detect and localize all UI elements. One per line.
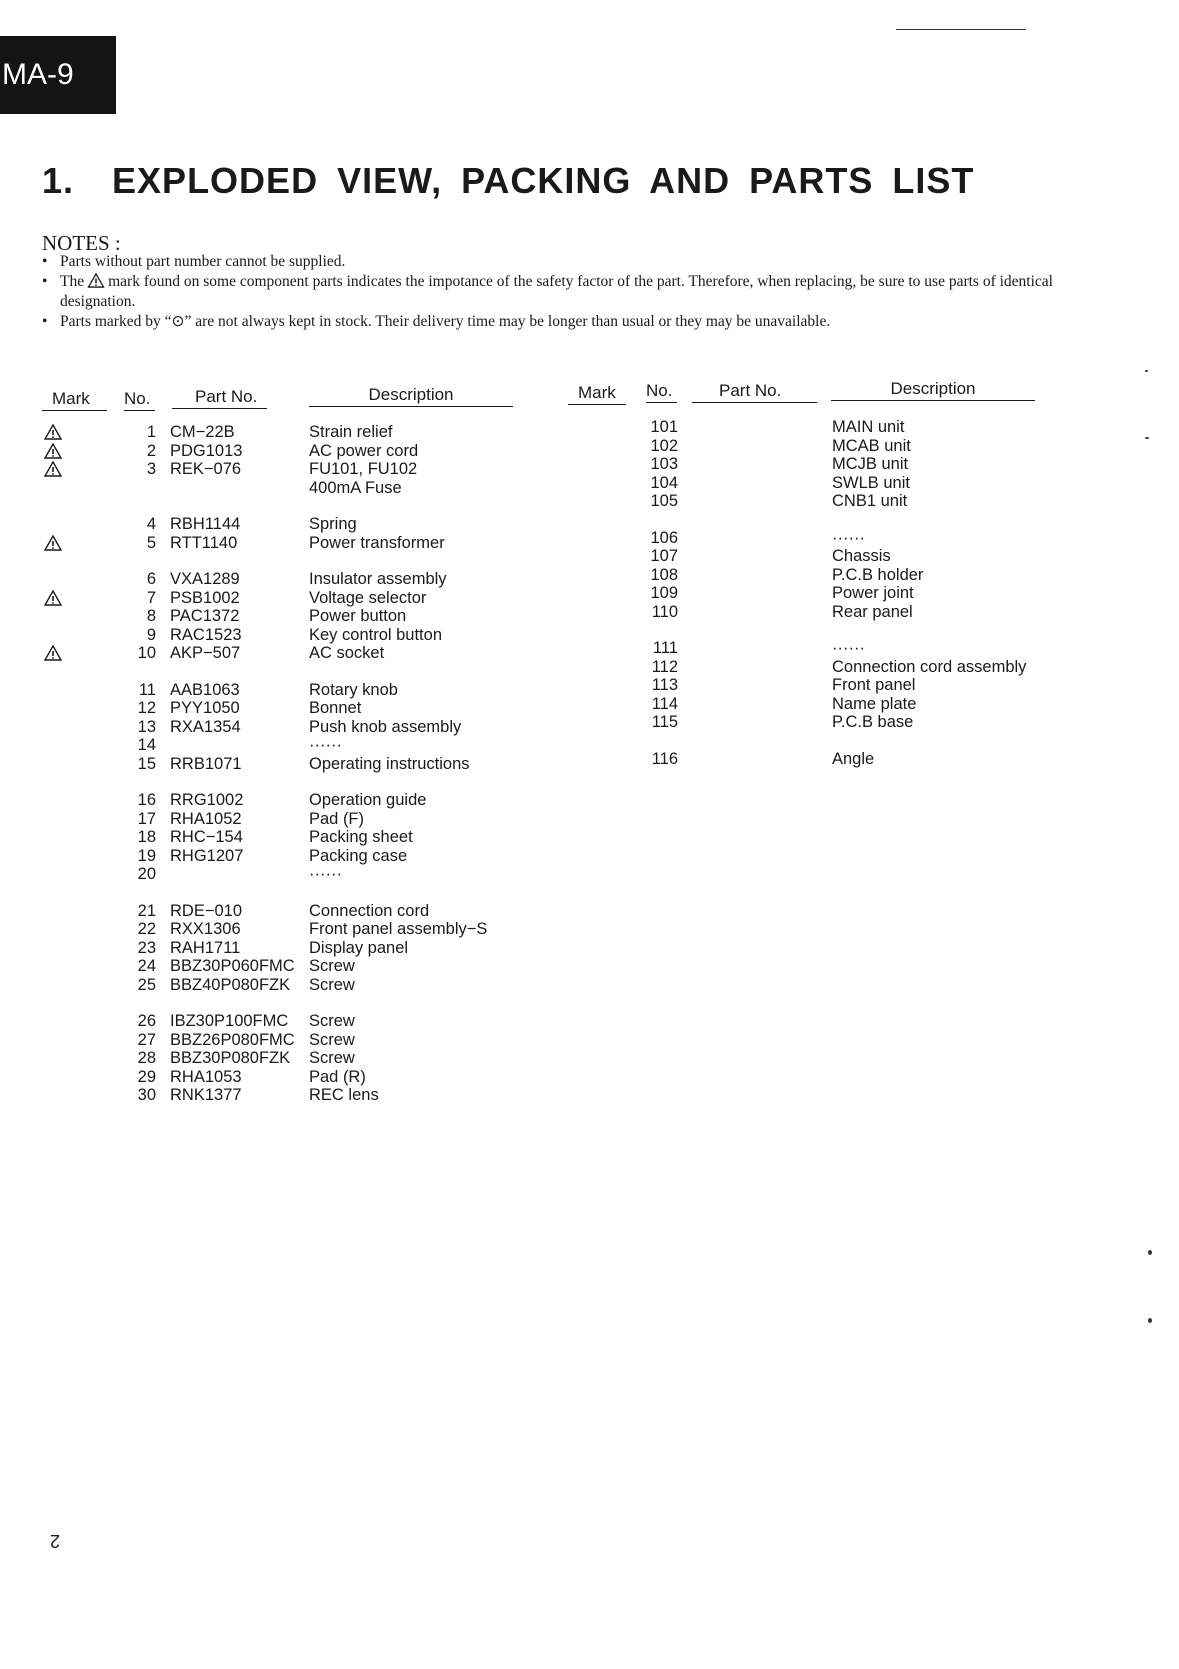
part-number-index: 29 (137, 1067, 156, 1086)
mark-cell (570, 419, 588, 435)
part-code: RDE−010 (170, 901, 243, 920)
part-description: Screw (309, 1030, 355, 1049)
part-code: PYY1050 (170, 699, 240, 717)
part-number-index: 4 (146, 515, 156, 533)
part-description: Packing case (309, 846, 408, 865)
mark-cell (570, 475, 588, 491)
part-description: SWLB unit (832, 473, 910, 492)
part-description: CNB1 unit (832, 492, 908, 510)
mark-cell (570, 659, 588, 675)
part-number-index: 106 (650, 528, 678, 547)
part-code: RHC−154 (170, 828, 243, 846)
mark-cell (44, 958, 62, 974)
part-number-index: 110 (651, 602, 678, 621)
mark-cell (44, 461, 62, 477)
part-description: Screw (309, 1012, 355, 1030)
part-number-index: 8 (146, 607, 156, 625)
warning-triangle-icon (44, 424, 62, 440)
warning-triangle-icon (44, 645, 62, 661)
part-code: AAB1063 (170, 680, 240, 699)
warning-triangle-icon (44, 443, 62, 459)
warning-triangle-icon (87, 273, 105, 288)
warning-triangle-icon (44, 535, 62, 551)
part-number-index: 101 (650, 418, 678, 436)
part-number-index: 1 (146, 423, 156, 441)
part-description: AC socket (309, 644, 385, 662)
part-number-index: 105 (650, 492, 678, 510)
note-item: • Parts without part number cannot be supplied. (42, 252, 1067, 272)
mark-cell (44, 977, 62, 993)
mark-cell (44, 700, 62, 716)
part-description: MAIN unit (832, 418, 905, 436)
part-number-index: 2 (146, 441, 156, 460)
mark-cell (570, 530, 588, 546)
header-part-no: Part No. (692, 381, 817, 403)
mark-cell (44, 1050, 62, 1066)
mark-cell (570, 493, 588, 509)
warning-triangle-icon (44, 590, 62, 606)
note-text: Parts without part number cannot be supplied. (60, 253, 346, 270)
header-part-no: Part No. (172, 387, 267, 409)
part-code: PSB1002 (170, 588, 240, 607)
part-description: ······ (832, 639, 865, 657)
part-description: AC power cord (309, 441, 419, 460)
mark-cell (570, 696, 588, 712)
part-code: RHA1053 (170, 1067, 242, 1086)
mark-cell (570, 567, 588, 583)
part-code: BBZ26P080FMC (170, 1030, 295, 1049)
part-number-index: 15 (137, 754, 156, 773)
part-description: Key control button (309, 625, 442, 644)
part-code: RHG1207 (170, 846, 244, 865)
mark-cell (44, 792, 62, 808)
part-code: RTT1140 (170, 533, 238, 552)
part-description: Push knob assembly (309, 717, 462, 736)
part-description: Angle (832, 749, 875, 768)
mark-cell (570, 585, 588, 601)
part-code: PDG1013 (170, 441, 243, 460)
page-number: 2 (50, 1531, 61, 1551)
mark-cell (44, 737, 62, 753)
part-description: Bonnet (309, 699, 362, 717)
header-mark: Mark (568, 383, 626, 405)
mark-cell (44, 608, 62, 624)
part-code: BBZ40P080FZK (170, 975, 291, 994)
part-description: Strain relief (309, 423, 393, 441)
part-description: Screw (309, 957, 355, 975)
part-description: Front panel assembly−S (309, 920, 488, 938)
part-code: CM−22B (170, 423, 235, 441)
part-description: ······ (309, 865, 342, 883)
part-description: ······ (832, 528, 865, 547)
part-code: RXX1306 (170, 920, 241, 938)
part-code: REK−076 (170, 460, 242, 478)
part-description: Power button (309, 607, 407, 625)
part-number-index: 27 (137, 1030, 156, 1049)
mark-cell (44, 1069, 62, 1085)
part-number-index: 18 (137, 828, 156, 846)
part-number-index: 11 (138, 680, 156, 699)
notes-list (42, 252, 1067, 332)
part-description: ······ (309, 736, 342, 754)
mark-cell (44, 719, 62, 735)
part-description: Power joint (832, 584, 914, 602)
part-number-index: 19 (137, 846, 156, 865)
mark-cell (44, 590, 62, 606)
part-code: VXA1289 (170, 570, 240, 588)
part-description: Power transformer (309, 533, 445, 552)
part-code: PAC1372 (170, 607, 240, 625)
part-description: Front panel (832, 676, 916, 694)
scan-speck (1145, 370, 1148, 372)
part-code: RRG1002 (170, 791, 244, 809)
part-code: BBZ30P080FZK (170, 1049, 291, 1067)
part-code: RNK1377 (170, 1086, 242, 1104)
part-description: 400mA Fuse (309, 478, 402, 497)
mark-cell (44, 848, 62, 864)
part-number-index: 12 (137, 699, 156, 717)
part-number-index: 116 (651, 749, 678, 768)
part-description: Operating instructions (309, 754, 470, 773)
scan-speck (1145, 437, 1149, 439)
part-number-index: 102 (650, 436, 678, 455)
part-description: Pad (R) (309, 1067, 366, 1086)
mark-cell (44, 940, 62, 956)
part-description: Rotary knob (309, 680, 398, 699)
part-description: Packing sheet (309, 828, 413, 846)
header-description: Description (831, 379, 1035, 401)
scan-speck (1148, 1318, 1152, 1323)
part-code: RHA1052 (170, 809, 242, 828)
part-description: P.C.B holder (832, 565, 924, 584)
part-description: Spring (309, 515, 357, 533)
mark-cell (44, 756, 62, 772)
part-number-index: 22 (137, 920, 156, 938)
mark-cell (44, 903, 62, 919)
part-number-index: 103 (650, 455, 678, 473)
part-number-index: 111 (652, 639, 678, 657)
part-number-index: 114 (651, 694, 678, 713)
mark-cell (44, 811, 62, 827)
part-number-index: 109 (650, 584, 678, 602)
part-number-index: 104 (650, 473, 678, 492)
mark-cell (570, 714, 588, 730)
part-number-index: 24 (137, 957, 156, 975)
header-description: Description (309, 385, 513, 407)
part-description: Operation guide (309, 791, 427, 809)
part-description: FU101, FU102 (309, 460, 418, 478)
part-description: Name plate (832, 694, 917, 713)
part-number-index: 113 (651, 676, 678, 694)
part-description: MCJB unit (832, 455, 909, 473)
part-code: RBH1144 (170, 515, 241, 533)
part-code: IBZ30P100FMC (170, 1012, 289, 1030)
notes-heading: NOTES : (42, 231, 121, 255)
mark-cell (44, 443, 62, 459)
mark-cell (570, 640, 588, 656)
part-description: Screw (309, 975, 355, 994)
model-tab (0, 36, 116, 114)
mark-cell (44, 921, 62, 937)
mark-cell (44, 535, 62, 551)
part-number-index: 26 (137, 1012, 156, 1030)
part-number-index: 21 (137, 901, 156, 920)
part-number-index: 6 (146, 570, 156, 588)
part-number-index: 17 (137, 809, 156, 828)
scan-speck (896, 29, 1026, 30)
note-text: Parts marked by “⊙” are not always kept in stock. Their delivery time may be longer than usual or they may be unavailable. (60, 313, 831, 330)
mark-cell (44, 682, 62, 698)
part-description: Chassis (832, 547, 891, 565)
mark-cell (44, 480, 62, 496)
mark-cell (570, 548, 588, 564)
mark-cell (44, 1032, 62, 1048)
mark-cell (44, 1013, 62, 1029)
mark-cell (44, 571, 62, 587)
header-no: No. (646, 381, 677, 403)
part-description: Screw (309, 1049, 355, 1067)
header-no: No. (124, 389, 155, 411)
part-number-index: 28 (137, 1049, 156, 1067)
part-number-index: 16 (137, 791, 156, 809)
part-code: RAC1523 (170, 625, 242, 644)
part-description: Insulator assembly (309, 570, 447, 588)
mark-cell (44, 866, 62, 882)
part-code: BBZ30P060FMC (170, 957, 295, 975)
part-description: Pad (F) (309, 809, 365, 828)
part-description: Connection cord (309, 901, 430, 920)
part-number-index: 5 (146, 533, 156, 552)
page-title: 1. EXPLODED VIEW, PACKING AND PARTS LIST (42, 160, 975, 201)
part-number-index: 30 (137, 1086, 156, 1104)
note-item: • Parts marked by “⊙” are not always kept in stock. Their delivery time may be longer than usual or they may be unavailable. (42, 312, 1067, 332)
part-number-index: 14 (137, 736, 156, 754)
model-label: MA-9 (2, 58, 74, 91)
warning-triangle-icon (44, 461, 62, 477)
part-description: P.C.B base (832, 713, 914, 731)
part-description: Connection cord assembly (832, 657, 1027, 676)
mark-cell (44, 829, 62, 845)
part-description: Display panel (309, 938, 409, 957)
part-description: Voltage selector (309, 588, 427, 607)
part-number-index: 13 (137, 717, 156, 736)
part-number-index: 115 (651, 713, 678, 731)
part-number-index: 10 (137, 644, 156, 662)
mark-cell (570, 677, 588, 693)
part-number-index: 25 (137, 975, 156, 994)
part-number-index: 112 (651, 657, 678, 676)
part-description: MCAB unit (832, 436, 911, 455)
part-number-index: 3 (146, 460, 156, 478)
part-number-index: 107 (650, 547, 678, 565)
mark-cell (44, 627, 62, 643)
mark-cell (44, 1087, 62, 1103)
header-mark: Mark (42, 389, 107, 411)
mark-cell (570, 604, 588, 620)
note-item: • The mark found on some component parts indicates the impotance of the safety factor of the part. Therefore, when replacing, be sure to use parts of identical designation. (42, 273, 1053, 310)
mark-cell (44, 645, 62, 661)
scan-speck (1148, 1250, 1152, 1255)
mark-cell (44, 516, 62, 532)
part-code: RRB1071 (170, 754, 242, 773)
mark-cell (44, 424, 62, 440)
note-text: mark found on some component parts indicates the impotance of the safety factor of the part. Therefore, when replacing, be sure to use parts of identical designation. (60, 273, 1053, 310)
part-number-index: 23 (137, 938, 156, 957)
part-description: Rear panel (832, 602, 913, 621)
part-code: AKP−507 (170, 644, 241, 662)
mark-cell (570, 751, 588, 767)
part-code: RAH1711 (170, 938, 241, 957)
mark-cell (570, 456, 588, 472)
mark-cell (570, 438, 588, 454)
note-text: The (60, 273, 85, 290)
part-description: REC lens (309, 1086, 379, 1104)
part-number-index: 9 (146, 625, 156, 644)
part-code: RXA1354 (170, 717, 241, 736)
part-number-index: 108 (650, 565, 678, 584)
part-number-index: 7 (146, 588, 156, 607)
part-number-index: 20 (137, 865, 156, 883)
